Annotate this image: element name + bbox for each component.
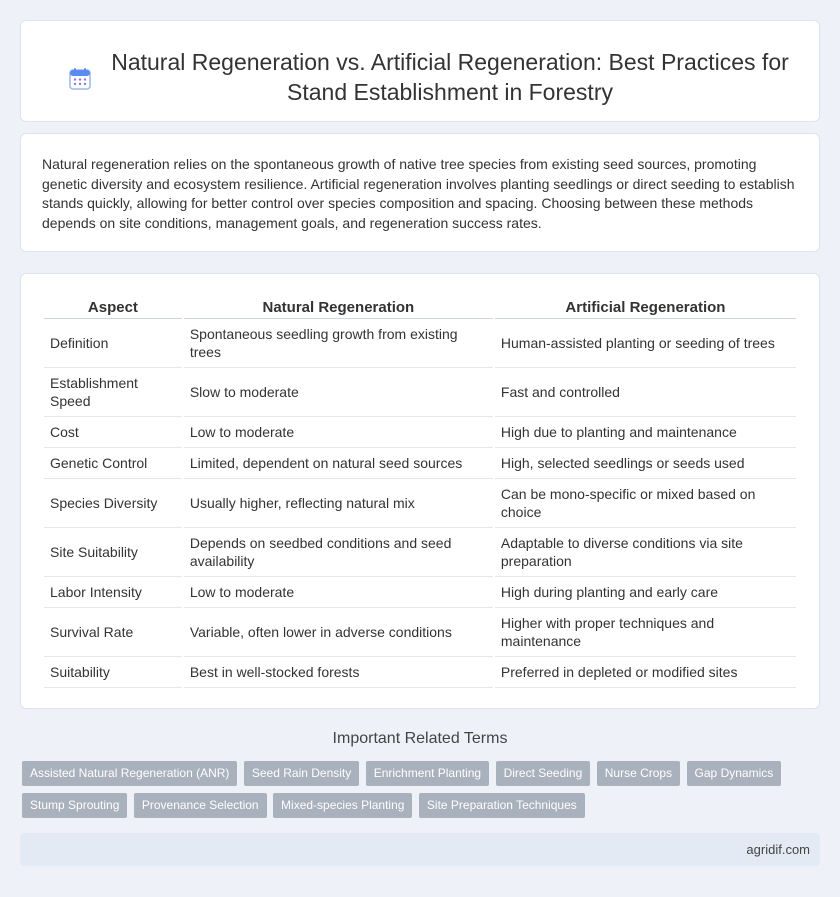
related-terms-title: Important Related Terms xyxy=(332,730,508,747)
cell-artificial: Can be mono-specific or mixed based on choice xyxy=(495,479,796,528)
related-term-tag[interactable]: Site Preparation Techniques xyxy=(419,793,585,818)
cell-artificial: Adaptable to diverse conditions via site preparation xyxy=(495,528,796,577)
related-term-tag[interactable]: Direct Seeding xyxy=(496,761,591,786)
related-term-tag[interactable]: Nurse Crops xyxy=(597,761,680,786)
related-term-tag[interactable]: Seed Rain Density xyxy=(244,761,359,786)
cell-aspect: Species Diversity xyxy=(44,479,182,528)
related-term-tag[interactable]: Assisted Natural Regeneration (ANR) xyxy=(22,761,237,786)
cell-aspect: Survival Rate xyxy=(44,608,182,657)
table-row xyxy=(44,319,796,368)
cell-natural: Low to moderate xyxy=(184,417,493,448)
cell-aspect: Site Suitability xyxy=(44,528,182,577)
related-term-tag[interactable]: Gap Dynamics xyxy=(687,761,782,786)
cell-natural: Slow to moderate xyxy=(184,368,493,417)
cell-artificial: Preferred in depleted or modified sites xyxy=(495,657,796,688)
related-terms-list xyxy=(22,761,812,825)
cell-aspect: Suitability xyxy=(44,657,182,688)
cell-artificial: High during planting and early care xyxy=(495,577,796,608)
cell-natural: Low to moderate xyxy=(184,577,493,608)
page-title: Natural Regeneration vs. Artificial Regeneration: Best Practices for Stand Establishment in Forestry xyxy=(111,49,789,105)
cell-aspect: Establishment Speed xyxy=(44,368,182,417)
cell-artificial: Fast and controlled xyxy=(495,368,796,417)
table-row xyxy=(44,368,796,417)
table-row xyxy=(44,448,796,479)
footer xyxy=(20,833,820,866)
table-row xyxy=(44,577,796,608)
table-row xyxy=(44,479,796,528)
cell-aspect: Genetic Control xyxy=(44,448,182,479)
related-term-tag[interactable]: Provenance Selection xyxy=(134,793,267,818)
table-row xyxy=(44,528,796,577)
intro-paragraph: Natural regeneration relies on the spontaneous growth of native tree species from existing seed sources, promoting genetic diversity and ecosystem resilience. Artificial regeneration involves planting seedlings or direct seeding to establish stands quickly, allowing for better control over species composition and spacing. Choosing between these methods depends on site conditions, management goals, and regeneration success rates. xyxy=(42,156,795,231)
cell-artificial: High, selected seedlings or seeds used xyxy=(495,448,796,479)
cell-natural: Limited, dependent on natural seed sources xyxy=(184,448,493,479)
intro-card xyxy=(20,133,820,252)
cell-aspect: Labor Intensity xyxy=(44,577,182,608)
cell-natural: Usually higher, reflecting natural mix xyxy=(184,479,493,528)
cell-aspect: Cost xyxy=(44,417,182,448)
related-term-tag[interactable]: Mixed-species Planting xyxy=(273,793,412,818)
table-row xyxy=(44,608,796,657)
cell-natural: Variable, often lower in adverse conditions xyxy=(184,608,493,657)
comparison-table xyxy=(42,295,798,688)
cell-artificial: Human-assisted planting or seeding of trees xyxy=(495,319,796,368)
table-row xyxy=(44,657,796,688)
cell-artificial: Higher with proper techniques and maintenance xyxy=(495,608,796,657)
header-natural: Natural Regeneration xyxy=(184,295,493,319)
header-aspect: Aspect xyxy=(44,295,182,319)
comparison-table-card xyxy=(20,273,820,709)
footer-site-link[interactable]: agridif.com xyxy=(746,842,810,857)
related-term-tag[interactable]: Enrichment Planting xyxy=(366,761,489,786)
cell-aspect: Definition xyxy=(44,319,182,368)
cell-natural: Best in well-stocked forests xyxy=(184,657,493,688)
cell-natural: Spontaneous seedling growth from existing trees xyxy=(184,319,493,368)
table-header-row xyxy=(44,295,796,319)
title-card xyxy=(20,20,820,122)
calendar-icon xyxy=(68,67,92,91)
related-term-tag[interactable]: Stump Sprouting xyxy=(22,793,127,818)
cell-artificial: High due to planting and maintenance xyxy=(495,417,796,448)
table-row xyxy=(44,417,796,448)
header-artificial: Artificial Regeneration xyxy=(495,295,796,319)
cell-natural: Depends on seedbed conditions and seed availability xyxy=(184,528,493,577)
